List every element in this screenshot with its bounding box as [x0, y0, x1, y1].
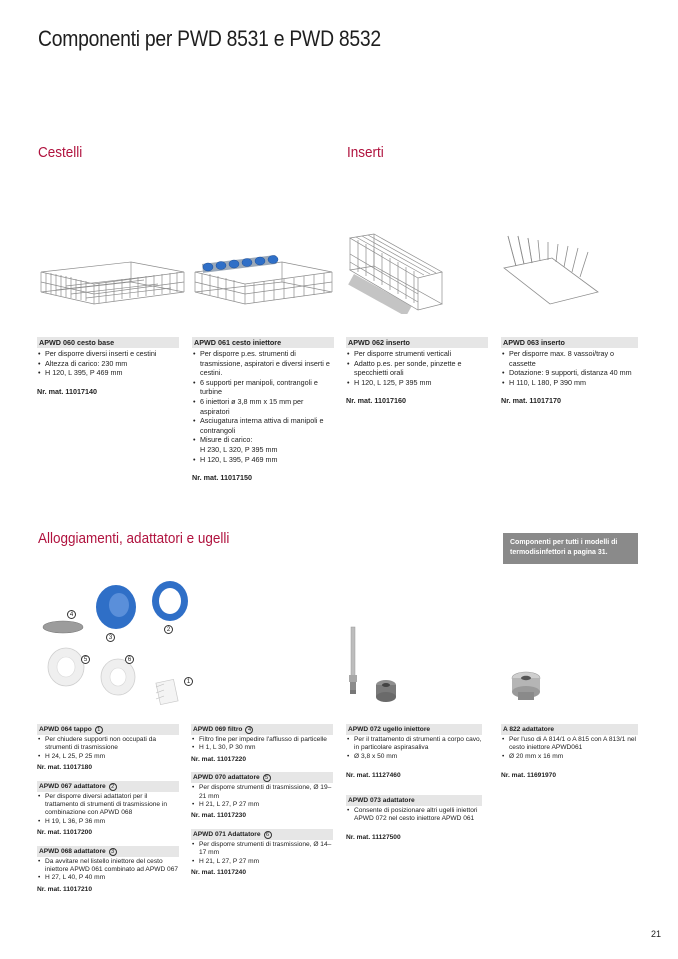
callout-4: 4	[67, 610, 76, 619]
product-bullet: • Per disporre strumenti verticali	[346, 349, 488, 359]
product-material-number: Nr. mat. 11017240	[191, 869, 246, 877]
product-apwd060	[37, 337, 179, 396]
product-title	[37, 846, 179, 857]
product-bullet: • H 21, L 27, P 27 mm	[191, 858, 333, 866]
components-image	[36, 575, 206, 710]
product-bullet: • Per l'uso di A 814/1 o A 815 con A 813/1 nel cesto iniettore APWD061	[501, 736, 638, 753]
product-bullet: • Dotazione: 9 supporti, distanza 40 mm	[501, 368, 638, 378]
product-bullet: • Ø 20 mm x 16 mm	[501, 753, 638, 761]
callout-3: 3	[106, 633, 115, 642]
product-bullet: • Per chiudere supporti non occupati da strumenti di trasmissione	[37, 736, 179, 753]
product-apwd072	[346, 724, 482, 781]
note-box: Componenti per tutti i modelli di termodisinfettori a pagina 31.	[503, 533, 638, 564]
product-title: APWD 061 cesto iniettore	[192, 337, 334, 348]
product-bullet: • H 21, L 27, P 27 mm	[191, 801, 333, 809]
product-bullet: • H 1, L 30, P 30 mm	[191, 744, 333, 752]
section-title-cestelli: Cestelli	[38, 144, 83, 161]
product-title	[37, 781, 179, 792]
section-title-inserti: Inserti	[347, 144, 384, 161]
product-bullet: • Ø 3,8 x 50 mm	[346, 753, 482, 761]
product-apwd061	[192, 337, 334, 483]
product-bullet: • H 24, L 25, P 25 mm	[37, 753, 179, 761]
product-material-number: Nr. mat. 11691970	[501, 772, 556, 780]
product-title-text: APWD 064 tappo	[39, 726, 92, 733]
product-bullet: • Filtro fine per impedire l'affiusso di particelle	[191, 736, 333, 744]
insert-apwd063-image	[498, 230, 603, 312]
product-title: APWD 073 adattatore	[346, 795, 482, 806]
product-title-text: APWD 071 Adattatore	[193, 830, 261, 838]
callout-6: 6	[125, 655, 134, 664]
column-4	[501, 724, 638, 781]
product-bullet: • Misure di carico: H 230, L 320, P 395 mm	[192, 435, 334, 454]
section-title-alloggiamenti: Alloggiamenti, adattatori e ugelli	[38, 530, 230, 547]
product-badge: 1	[95, 726, 103, 734]
product-title-text: APWD 067 adattatore	[39, 782, 106, 790]
product-bullet: • H 27, L 40, P 40 mm	[37, 874, 179, 882]
product-bullet: • 6 iniettori ø 3,8 mm x 15 mm per aspiratori	[192, 397, 334, 416]
product-material-number: Nr. mat. 11017170	[501, 396, 561, 406]
product-bullet: • Per disporre max. 8 vassoi/tray o cassette	[501, 349, 638, 368]
product-bullet: • Per disporre diversi inserti e cestini	[37, 349, 179, 359]
product-bullet: • Per disporre p.es. strumenti di trasmissione, aspiratori e diversi inserti e cestini.	[192, 349, 334, 378]
product-bullet: • Per il trattamento di strumenti a corpo cavo, in particolare aspirasaliva	[346, 736, 482, 753]
product-bullet: • Per disporre diversi adattatori per il trattamento di strumenti di trasmissione in combinazione con APWD 068	[37, 793, 179, 818]
product-badge: 2	[109, 783, 117, 791]
product-bullet: • H 120, L 395, P 469 mm	[192, 455, 334, 465]
product-title: APWD 060 cesto base	[37, 337, 179, 348]
product-material-number: Nr. mat. 11017230	[191, 812, 246, 820]
product-bullet: • Da avvitare nel listello iniettore del cesto iniettore APWD 061 combinato ad APWD 067	[37, 858, 179, 875]
product-title	[191, 724, 333, 735]
product-a822	[501, 724, 638, 781]
product-title-text: APWD 068 adattatore	[39, 847, 106, 855]
page-title: Componenti per PWD 8531 e PWD 8532	[38, 26, 381, 51]
product-bullet: • H 120, L 125, P 395 mm	[346, 378, 488, 388]
product-title-text: APWD 069 filtro	[193, 726, 243, 733]
product-bullet: • Altezza di carico: 230 mm	[37, 359, 179, 369]
product-apwd070	[191, 772, 333, 821]
basket-apwd060-image	[36, 250, 186, 312]
product-bullet: • Per disporre strumenti di trasmissione, Ø 14–17 mm	[191, 841, 333, 858]
product-material-number: Nr. mat. 11017140	[37, 386, 97, 396]
product-apwd069	[191, 724, 333, 764]
callout-2: 2	[164, 625, 173, 634]
product-badge: 4	[245, 726, 253, 734]
product-apwd064	[37, 724, 179, 773]
product-apwd068	[37, 846, 179, 895]
product-bullet: • Per disporre strumenti di trasmissione, Ø 19–21 mm	[191, 784, 333, 801]
product-bullet: • Adatto p.es. per sonde, pinzette e specchietti orali	[346, 359, 488, 378]
product-bullet: • H 110, L 180, P 390 mm	[501, 378, 638, 388]
callout-5: 5	[81, 655, 90, 664]
product-bullet: • H 19, L 36, P 36 mm	[37, 818, 179, 826]
product-material-number: Nr. mat. 11017210	[37, 885, 92, 893]
product-bullet: • Consente di posizionare altri ugelli iniettori APWD 072 nel cesto iniettore APWD 061	[346, 807, 482, 824]
product-bullet: • 6 supporti per manipoli, contrangoli e turbine	[192, 378, 334, 397]
product-badge: 5	[263, 774, 271, 782]
product-badge: 6	[264, 831, 272, 839]
product-title-text: APWD 070 adattatore	[193, 774, 260, 782]
product-title: APWD 072 ugello iniettore	[346, 724, 482, 735]
product-bullet: • H 120, L 395, P 469 mm	[37, 368, 179, 378]
adapter-a822-image	[506, 670, 546, 706]
column-3	[346, 724, 482, 843]
product-title	[37, 724, 179, 735]
product-material-number: Nr. mat. 11017150	[192, 473, 252, 483]
product-title	[191, 772, 333, 783]
product-title: A 822 adattatore	[501, 724, 638, 735]
product-material-number: Nr. mat. 11017220	[191, 755, 246, 763]
product-title: APWD 062 inserto	[346, 337, 488, 348]
nozzle-apwd072-image	[344, 625, 404, 710]
column-1	[37, 724, 179, 894]
product-badge: 3	[109, 848, 117, 856]
product-material-number: Nr. mat. 11127460	[346, 772, 401, 780]
product-bullet: • Asciugatura interna attiva di manipoli e contrangoli	[192, 416, 334, 435]
product-apwd062	[346, 337, 488, 406]
product-material-number: Nr. mat. 11017200	[37, 829, 92, 837]
column-2	[191, 724, 333, 877]
product-apwd067	[37, 781, 179, 838]
product-apwd063	[501, 337, 638, 406]
product-material-number: Nr. mat. 11127500	[346, 834, 401, 842]
product-title	[191, 829, 333, 840]
product-apwd071	[191, 829, 333, 878]
callout-1: 1	[184, 677, 193, 686]
product-title: APWD 063 inserto	[501, 337, 638, 348]
page-number: 21	[650, 929, 661, 939]
product-material-number: Nr. mat. 11017160	[346, 396, 406, 406]
product-apwd073	[346, 795, 482, 843]
insert-apwd062-image	[344, 228, 444, 314]
basket-apwd061-image	[190, 250, 335, 312]
product-material-number: Nr. mat. 11017180	[37, 764, 92, 772]
